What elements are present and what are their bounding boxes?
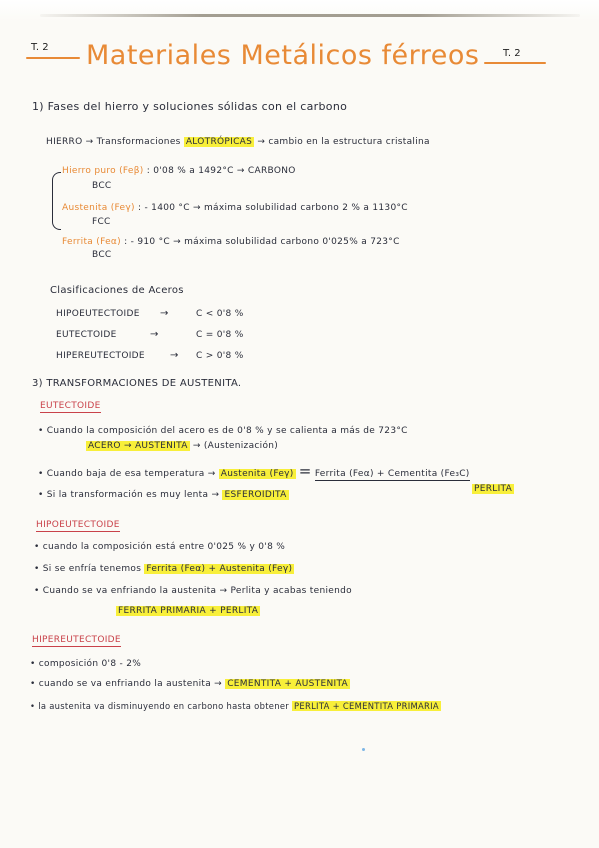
austenita-highlight: Austenita (Feγ) [220,469,294,479]
phase-struct: BCC [92,181,112,191]
phase-desc: : - 1400 °C → máxima solubilidad carbono 2 % a 1130°C [137,203,408,213]
hiper-bullet-1: • composición 0'8 - 2% [30,659,142,669]
hipoeutectoide-heading: HIPOEUTECTOIDE [36,520,120,530]
phases-brace [52,172,61,230]
phase-struct: FCC [92,217,111,227]
phase-name: Ferrita (Feα) [62,237,121,247]
clasif-value: C = 0'8 % [196,330,244,340]
hiper-bullet-2-text: • cuando se va enfriando la austenita → [30,679,223,689]
tag-left-underline [26,57,80,59]
eutectoide-heading: EUTECTOIDE [40,401,101,411]
eutectoide-bullet-3-text: • Si la transformación es muy lenta → [38,490,220,500]
hipo-bullet-2 [34,564,294,574]
ferrita-austenita-highlight: Ferrita (Feα) + Austenita (Feγ) [146,564,293,574]
acero-austenita-highlight: ACERO → AUSTENITA [88,441,188,451]
hierro-text-a: → Transformaciones [85,137,181,147]
eutectoide-bullet-2 [38,462,470,480]
section3-heading: 3) TRANSFORMACIONES DE AUSTENITA. [32,378,242,389]
phase-row [62,166,296,176]
perlita-cementita-highlight: PERLITA + CEMENTITA PRIMARIA [294,701,439,711]
clasificacion-heading: Clasificaciones de Aceros [50,285,184,296]
ferrita-cementita: Ferrita (Feα) + Cementita (Fe₃C) [314,469,470,479]
clasif-name: EUTECTOIDE [56,330,117,340]
hiper-bullet-3-text: • la austenita va disminuyendo en carbono hasta obtener [30,701,290,711]
phase-struct: BCC [92,250,112,260]
clasif-arrow: → [170,350,179,361]
phase-name: Austenita (Feγ) [62,203,135,213]
phase-row [62,237,400,247]
ink-dot [362,748,365,751]
hierro-line [46,137,430,147]
clasif-arrow: → [150,329,159,340]
hipo-bullet-2-text: • Si se enfría tenemos [34,564,142,574]
perlita-result: PERLITA [474,484,513,494]
cementita-austenita-highlight: CEMENTITA + AUSTENITA [227,679,349,689]
clasif-name: HIPOEUTECTOIDE [56,309,140,319]
esferoidita-highlight: ESFEROIDITA [224,490,287,500]
page-top-edge [40,14,580,17]
tag-right-underline [484,62,546,64]
hierro-label: HIERRO [46,137,83,147]
eutectoide-bullet-3 [38,490,289,500]
phase-row [62,203,408,213]
clasif-arrow: → [160,308,169,319]
hierro-highlight: ALOTRÓPICAS [185,137,253,147]
eutectoide-bullet-1-sub [86,441,278,451]
phase-name: Hierro puro (Feβ) [62,166,144,176]
page-top-shadow [0,0,599,22]
austenizacion-text: → (Austenización) [192,441,279,451]
phase-desc: : - 910 °C → máxima solubilidad carbono 0'025% a 723°C [124,237,400,247]
hipo-bullet-1: • cuando la composición está entre 0'025 % y 0'8 % [34,542,286,552]
clasif-value: C < 0'8 % [196,309,244,319]
eutectoide-bullet-1: • Cuando la composición del acero es de 0'8 % y se calienta a más de 723°C [38,426,408,436]
tag-right: T. 2 [503,48,521,59]
equals-sign: = [298,462,312,480]
hiper-bullet-3 [30,701,441,711]
phase-desc: : 0'08 % a 1492°C → CARBONO [146,166,296,176]
clasif-value: C > 0'8 % [196,351,244,361]
ferrita-primaria-highlight: FERRITA PRIMARIA + PERLITA [118,606,259,616]
clasif-name: HIPEREUTECTOIDE [56,351,145,361]
hipo-bullet-3: • Cuando se va enfriando la austenita → Perlita y acabas teniendo [34,586,352,596]
page-title: Materiales Metálicos férreos [86,40,480,71]
hipereutectoide-heading: HIPEREUTECTOIDE [32,635,121,645]
eutectoide-bullet-2-text: • Cuando baja de esa temperatura → [38,469,216,479]
tag-left: T. 2 [31,42,49,53]
hiper-bullet-2 [30,679,350,689]
section1-heading: 1) Fases del hierro y soluciones sólidas con el carbono [32,100,348,113]
hierro-text-b: → cambio en la estructura cristalina [257,137,430,147]
